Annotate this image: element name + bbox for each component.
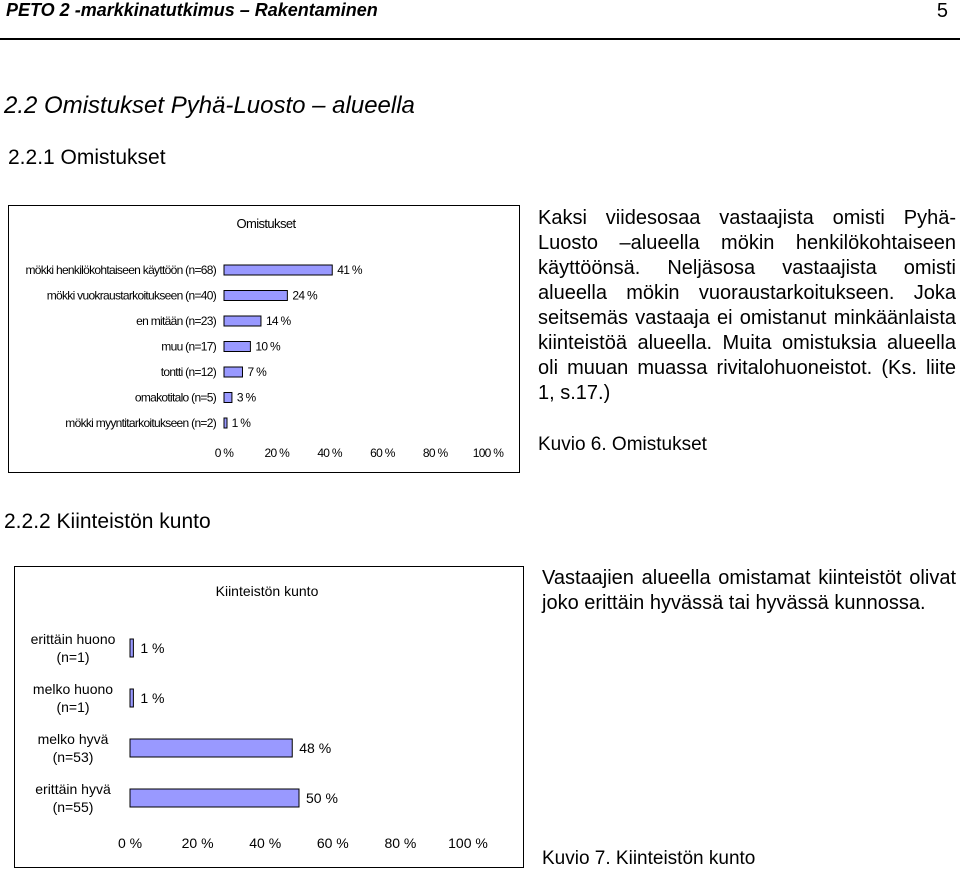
data-label: 50 % — [306, 789, 338, 806]
x-tick-label: 100 % — [472, 446, 504, 460]
data-label: 24 % — [292, 288, 317, 303]
chart-omistukset — [8, 205, 520, 473]
category-label: mökki vuokraustarkoitukseen (n=40) — [46, 288, 216, 303]
section-heading: 2.2 Omistukset Pyhä-Luosto – alueella — [4, 92, 415, 119]
data-label: 14 % — [265, 314, 291, 329]
data-label: 1 % — [231, 416, 251, 431]
x-tick-label: 80 % — [384, 835, 417, 851]
bar — [130, 689, 133, 707]
category-label: omakotitalo (n=5) — [134, 390, 216, 405]
bar — [224, 316, 261, 326]
x-tick-label: 40 % — [249, 835, 282, 851]
chart-omistukset-plot — [9, 206, 519, 472]
header-title: PETO 2 -markkinatutkimus – Rakentaminen — [6, 0, 378, 20]
category-label: melko hyvä — [37, 730, 109, 747]
header-divider — [0, 38, 960, 40]
chart-title: Omistukset — [236, 216, 296, 231]
x-tick-label: 80 % — [422, 446, 448, 460]
bar — [130, 739, 292, 757]
page-number: 5 — [936, 0, 948, 22]
data-label: 1 % — [140, 689, 165, 706]
subsection-heading-kiinteiston-kunto: 2.2.2 Kiinteistön kunto — [4, 510, 211, 533]
bar — [224, 265, 332, 275]
x-tick-label: 20 % — [181, 835, 214, 851]
x-tick-label: 60 % — [370, 446, 395, 460]
data-label: 3 % — [236, 390, 256, 405]
bar — [224, 342, 250, 352]
category-label: erittäin hyvä — [35, 780, 111, 797]
category-label: (n=1) — [56, 648, 90, 665]
data-label: 41 % — [337, 263, 362, 278]
chart-kiinteiston-kunto-plot — [15, 567, 523, 867]
data-label: 1 % — [140, 639, 165, 656]
bar — [224, 367, 242, 377]
x-tick-label: 20 % — [264, 446, 290, 460]
category-label: melko huono — [32, 680, 114, 697]
x-tick-label: 100 % — [448, 835, 488, 851]
bar — [130, 789, 299, 807]
data-label: 7 % — [247, 365, 267, 380]
category-label: (n=53) — [52, 748, 94, 765]
figure-caption-7: Kuvio 7. Kiinteistön kunto — [542, 848, 756, 869]
x-tick-label: 40 % — [317, 446, 342, 460]
category-label: (n=1) — [56, 698, 90, 715]
x-tick-label: 0 % — [214, 446, 234, 460]
data-label: 48 % — [299, 739, 332, 756]
x-tick-label: 0 % — [117, 835, 143, 851]
bar — [224, 291, 287, 301]
chart-kiinteiston-kunto — [14, 566, 524, 868]
bar — [224, 418, 227, 428]
category-label: muu (n=17) — [161, 339, 216, 354]
paragraph-omistukset: Kaksi viidesosaa vastaajista omisti Pyhä-Luosto –alueella mökin henkilökohtaiseen käyttöönsä. Neljäsosa vastaajista omisti alueella mökin vuoraustarkoitukseen. Joka seitsemäs vastaaja ei omistanut minkäänlaista kiinteistöä alueella. Muita omistuksia alueella oli muuan muassa rivitalohuoneistot. (Ks. liite 1, s.17.) — [538, 207, 956, 404]
category-label: (n=55) — [52, 798, 94, 815]
category-label: mökki henkilökohtaiseen käyttöön (n=68) — [25, 263, 216, 278]
category-label: erittäin huono — [30, 630, 116, 647]
bar — [130, 639, 133, 657]
x-tick-label: 60 % — [316, 835, 349, 851]
category-label: mökki myyntitarkoitukseen (n=2) — [65, 416, 216, 431]
category-label: tontti (n=12) — [160, 365, 216, 380]
figure-caption-6: Kuvio 6. Omistukset — [538, 434, 707, 455]
category-label: en mitään (n=23) — [136, 314, 216, 329]
bar — [224, 393, 232, 403]
chart-title: Kiinteistön kunto — [215, 583, 319, 599]
subsection-heading-omistukset: 2.2.1 Omistukset — [8, 146, 166, 169]
data-label: 10 % — [255, 339, 280, 354]
paragraph-kiinteiston-kunto: Vastaajien alueella omistamat kiinteistöt olivat joko erittäin hyvässä tai hyvässä kunnossa. — [542, 567, 956, 614]
